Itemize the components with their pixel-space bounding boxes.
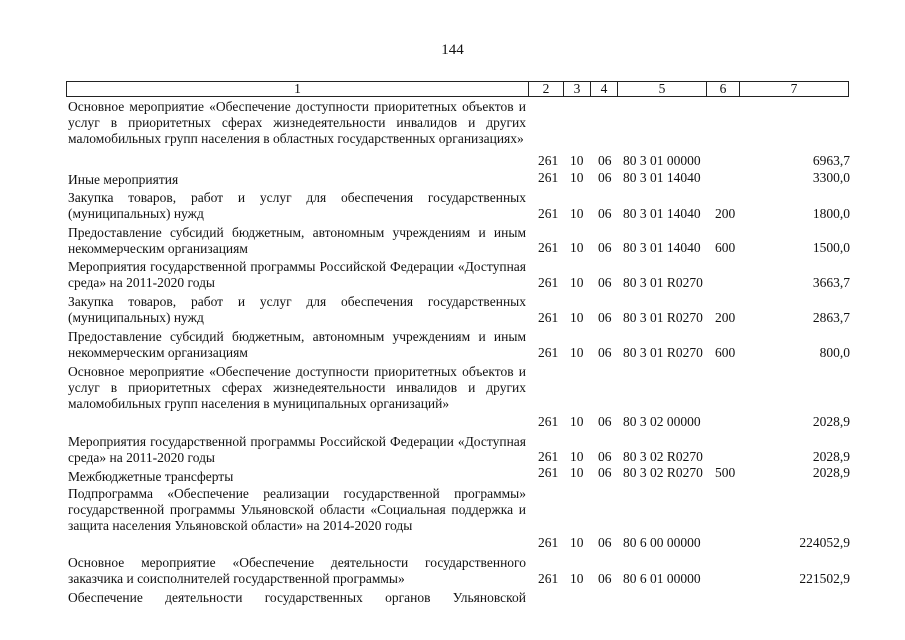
row-name: Подпрограмма «Обеспечение реализации государственной программы» государственной программы Ульяновской области «Социальная поддержка и защита населения Ульяновской области» на 2014-2020 годы — [68, 486, 526, 534]
row-vr: 600 — [715, 345, 736, 360]
row-name: Закупка товаров, работ и услуг для обеспечения государственных (муниципальных) нужд — [68, 190, 526, 222]
row-sum: 3663,7 — [812, 275, 850, 290]
row-sum: 1500,0 — [812, 240, 850, 255]
row-cs: 80 3 01 14040 — [623, 170, 701, 185]
row-gl: 261 — [538, 571, 559, 586]
row-pr: 06 — [598, 571, 612, 586]
row-pr: 06 — [598, 153, 612, 168]
row-gl: 261 — [538, 275, 559, 290]
row-gl: 261 — [538, 535, 559, 550]
row-pr: 06 — [598, 465, 612, 480]
row-cs: 80 3 02 00000 — [623, 414, 701, 429]
row-gl: 261 — [538, 465, 559, 480]
row-cs: 80 3 02 R0270 — [623, 465, 703, 480]
row-cs: 80 3 02 R0270 — [623, 449, 703, 464]
row-gl: 261 — [538, 240, 559, 255]
header-col-7: 7 — [739, 81, 849, 97]
row-sum: 1800,0 — [812, 206, 850, 221]
row-pr: 06 — [598, 414, 612, 429]
row-cs: 80 3 01 00000 — [623, 153, 701, 168]
row-cs: 80 3 01 R0270 — [623, 275, 703, 290]
row-name: Закупка товаров, работ и услуг для обеспечения государственных (муниципальных) нужд — [68, 294, 526, 326]
row-sum: 224052,9 — [799, 535, 850, 550]
row-vr: 200 — [715, 206, 736, 221]
row-name: Предоставление субсидий бюджетным, автономным учреждениям и иным некоммерческим организациям — [68, 329, 526, 361]
row-gl: 261 — [538, 153, 559, 168]
row-cs: 80 6 01 00000 — [623, 571, 701, 586]
row-vr: 600 — [715, 240, 736, 255]
header-col-6: 6 — [706, 81, 740, 97]
header-col-4: 4 — [590, 81, 618, 97]
row-gl: 261 — [538, 310, 559, 325]
row-name: Иные мероприятия — [68, 172, 179, 187]
row-rz: 10 — [570, 465, 584, 480]
row-pr: 06 — [598, 535, 612, 550]
row-sum: 221502,9 — [799, 571, 850, 586]
row-rz: 10 — [570, 170, 584, 185]
row-pr: 06 — [598, 310, 612, 325]
row-cs: 80 6 00 00000 — [623, 535, 701, 550]
row-cs: 80 3 01 R0270 — [623, 310, 703, 325]
header-col-5: 5 — [617, 81, 707, 97]
header-col-2: 2 — [528, 81, 564, 97]
row-name: Предоставление субсидий бюджетным, автономным учреждениям и иным некоммерческим организациям — [68, 225, 526, 257]
row-name: Основное мероприятие «Обеспечение доступности приоритетных объектов и услуг в приоритетных сферах жизнедеятельности инвалидов и других маломобильных групп населения в муниципальных организаций» — [68, 364, 526, 412]
row-sum: 800,0 — [819, 345, 850, 360]
row-rz: 10 — [570, 345, 584, 360]
row-pr: 06 — [598, 345, 612, 360]
row-pr: 06 — [598, 449, 612, 464]
row-name: Мероприятия государственной программы Российской Федерации «Доступная среда» на 2011-2020 годы — [68, 434, 526, 466]
row-rz: 10 — [570, 571, 584, 586]
row-pr: 06 — [598, 170, 612, 185]
header-col-1: 1 — [66, 81, 529, 97]
row-rz: 10 — [570, 206, 584, 221]
row-cs: 80 3 01 R0270 — [623, 345, 703, 360]
row-pr: 06 — [598, 240, 612, 255]
row-cs: 80 3 01 14040 — [623, 206, 701, 221]
row-rz: 10 — [570, 275, 584, 290]
row-rz: 10 — [570, 414, 584, 429]
row-gl: 261 — [538, 345, 559, 360]
row-name: Основное мероприятие «Обеспечение доступности приоритетных объектов и услуг в приоритетных сферах жизнедеятельности инвалидов и других маломобильных групп населения в областных государственных организациях» — [68, 99, 526, 147]
row-name: Основное мероприятие «Обеспечение деятельности государственного заказчика и соисполнителей государственной программы» — [68, 555, 526, 587]
row-gl: 261 — [538, 414, 559, 429]
row-sum: 2028,9 — [812, 465, 850, 480]
row-sum: 2028,9 — [812, 449, 850, 464]
row-rz: 10 — [570, 310, 584, 325]
row-sum: 2863,7 — [812, 310, 850, 325]
row-pr: 06 — [598, 275, 612, 290]
row-vr: 500 — [715, 465, 736, 480]
row-name: Мероприятия государственной программы Российской Федерации «Доступная среда» на 2011-2020 годы — [68, 259, 526, 291]
row-name: Межбюджетные трансферты — [68, 469, 234, 484]
row-sum: 2028,9 — [812, 414, 850, 429]
row-gl: 261 — [538, 170, 559, 185]
row-gl: 261 — [538, 449, 559, 464]
row-sum: 3300,0 — [812, 170, 850, 185]
row-rz: 10 — [570, 153, 584, 168]
row-rz: 10 — [570, 240, 584, 255]
row-sum: 6963,7 — [812, 153, 850, 168]
row-rz: 10 — [570, 535, 584, 550]
row-gl: 261 — [538, 206, 559, 221]
page-number: 144 — [441, 42, 464, 58]
row-cs: 80 3 01 14040 — [623, 240, 701, 255]
row-name: Обеспечение деятельности государственных органов Ульяновской — [68, 590, 526, 605]
row-vr: 200 — [715, 310, 736, 325]
row-rz: 10 — [570, 449, 584, 464]
header-col-3: 3 — [563, 81, 591, 97]
row-pr: 06 — [598, 206, 612, 221]
